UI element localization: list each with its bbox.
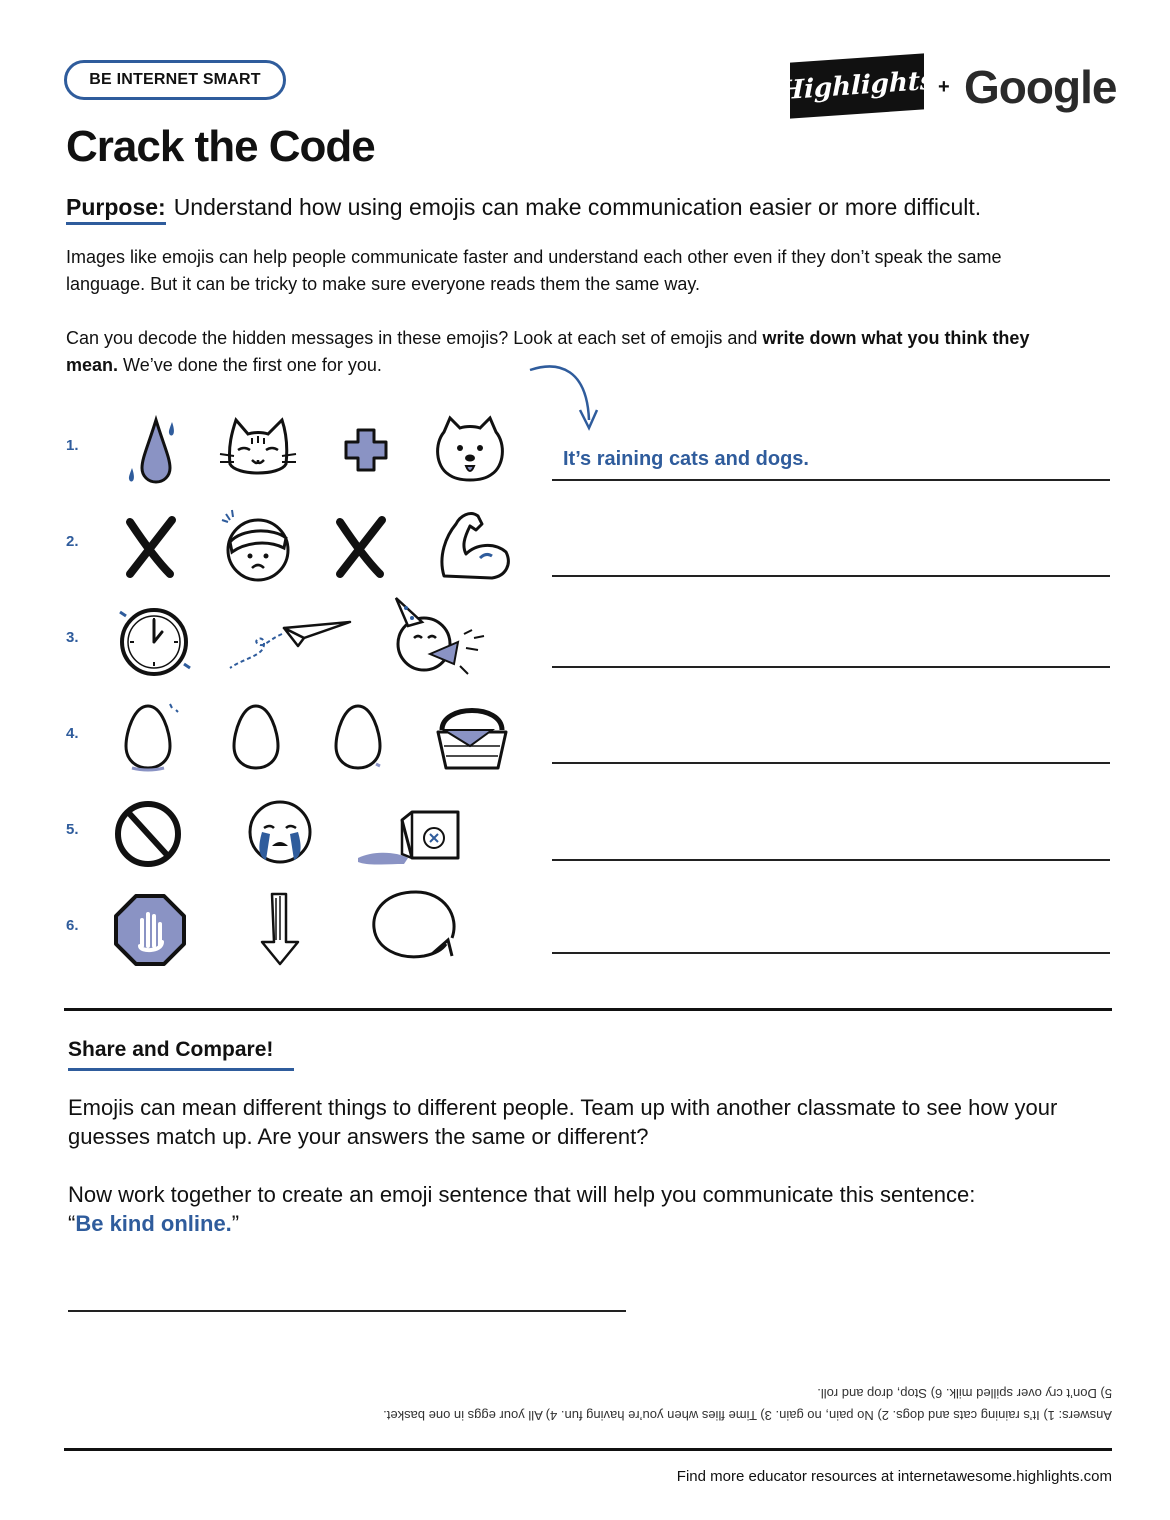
answer-line-3[interactable]	[552, 666, 1110, 668]
google-logo: Google	[964, 61, 1117, 113]
clock-icon	[114, 602, 194, 682]
raindrop-icon	[112, 410, 192, 490]
purpose-line	[66, 194, 981, 221]
purpose-text: Understand how using emojis can make communication easier or more difficult.	[173, 194, 982, 220]
puzzle-number-1: 1.	[66, 437, 79, 454]
footer-text: Find more educator resources at internetawesome.highlights.com	[676, 1468, 1112, 1485]
spilled-milk-icon	[354, 806, 464, 868]
puzzle-number-6: 6.	[66, 917, 79, 934]
share-prompt-text: Now work together to create an emoji sentence that will help you communicate this sentence:	[68, 1182, 976, 1207]
answer-line-5[interactable]	[552, 859, 1110, 861]
share-paragraph: Emojis can mean different things to different people. Team up with another classmate to see how your guesses match up. Are your answers the same or different?	[68, 1095, 1058, 1149]
answer-line-4[interactable]	[552, 762, 1110, 764]
crying-face-icon	[240, 794, 320, 874]
answers-line-2: 5) Don’t cry over spilled milk. 6) Stop, drop and roll.	[817, 1386, 1112, 1401]
egg-icon	[318, 698, 398, 778]
be-internet-smart-badge: BE INTERNET SMART	[64, 60, 286, 100]
section-divider	[64, 1008, 1112, 1011]
example-answer: It’s raining cats and dogs.	[563, 448, 809, 470]
answer-line-2[interactable]	[552, 575, 1110, 577]
stop-hand-icon	[110, 890, 190, 970]
emoji-sentence-line[interactable]	[68, 1310, 626, 1312]
x-mark-icon	[112, 506, 192, 586]
egg-icon	[108, 698, 188, 778]
egg-icon	[216, 698, 296, 778]
hurt-face-icon	[218, 506, 298, 586]
purpose-label: Purpose:	[66, 194, 166, 225]
plus-icon	[326, 410, 406, 490]
be-kind-quote: “Be kind online.”	[68, 1211, 240, 1236]
highlights-logo-text: Highlights	[779, 65, 935, 107]
intro-paragraph: Images like emojis can help people communicate faster and understand each other even if they don’t speak the same language. But it can be tricky to make sure everyone reads them the same way.	[66, 247, 1002, 294]
instructions-text-end: We’ve done the first one for you.	[118, 355, 382, 375]
puzzle-number-4: 4.	[66, 725, 79, 742]
dog-icon	[430, 410, 510, 490]
basket-icon	[432, 698, 512, 778]
share-prompt	[68, 1180, 1118, 1238]
answer-line-6[interactable]	[552, 952, 1110, 954]
cat-icon	[218, 410, 298, 490]
upside-down-answers	[66, 1382, 1112, 1426]
party-face-icon	[388, 592, 492, 680]
paper-plane-icon	[224, 604, 354, 676]
down-arrow-icon	[240, 890, 320, 970]
instructions-text: Can you decode the hidden messages in these emojis? Look at each set of emojis and	[66, 328, 763, 348]
share-heading: Share and Compare!	[68, 1038, 274, 1061]
puzzle-number-2: 2.	[66, 533, 79, 550]
page-title: Crack the Code	[66, 122, 375, 171]
logo-plus: +	[938, 76, 950, 98]
answers-line-1: Answers: 1) It’s raining cats and dogs. 2) No pain, no gain. 3) Time flies when you’re having fun. 4) All your eggs in one basket.	[383, 1408, 1112, 1423]
highlights-logo	[779, 53, 935, 118]
answer-line-1[interactable]	[552, 479, 1110, 481]
curved-arrow-icon	[525, 362, 615, 442]
instructions-bold: write down what you think they mean.	[66, 328, 1030, 375]
prohibited-icon	[108, 794, 188, 874]
rolling-circle-icon	[366, 886, 466, 966]
puzzle-number-3: 3.	[66, 629, 79, 646]
flexed-bicep-icon	[432, 506, 512, 586]
footer-divider	[64, 1448, 1112, 1451]
share-heading-underline	[68, 1068, 294, 1071]
x-mark-icon	[322, 506, 402, 586]
puzzle-number-5: 5.	[66, 821, 79, 838]
